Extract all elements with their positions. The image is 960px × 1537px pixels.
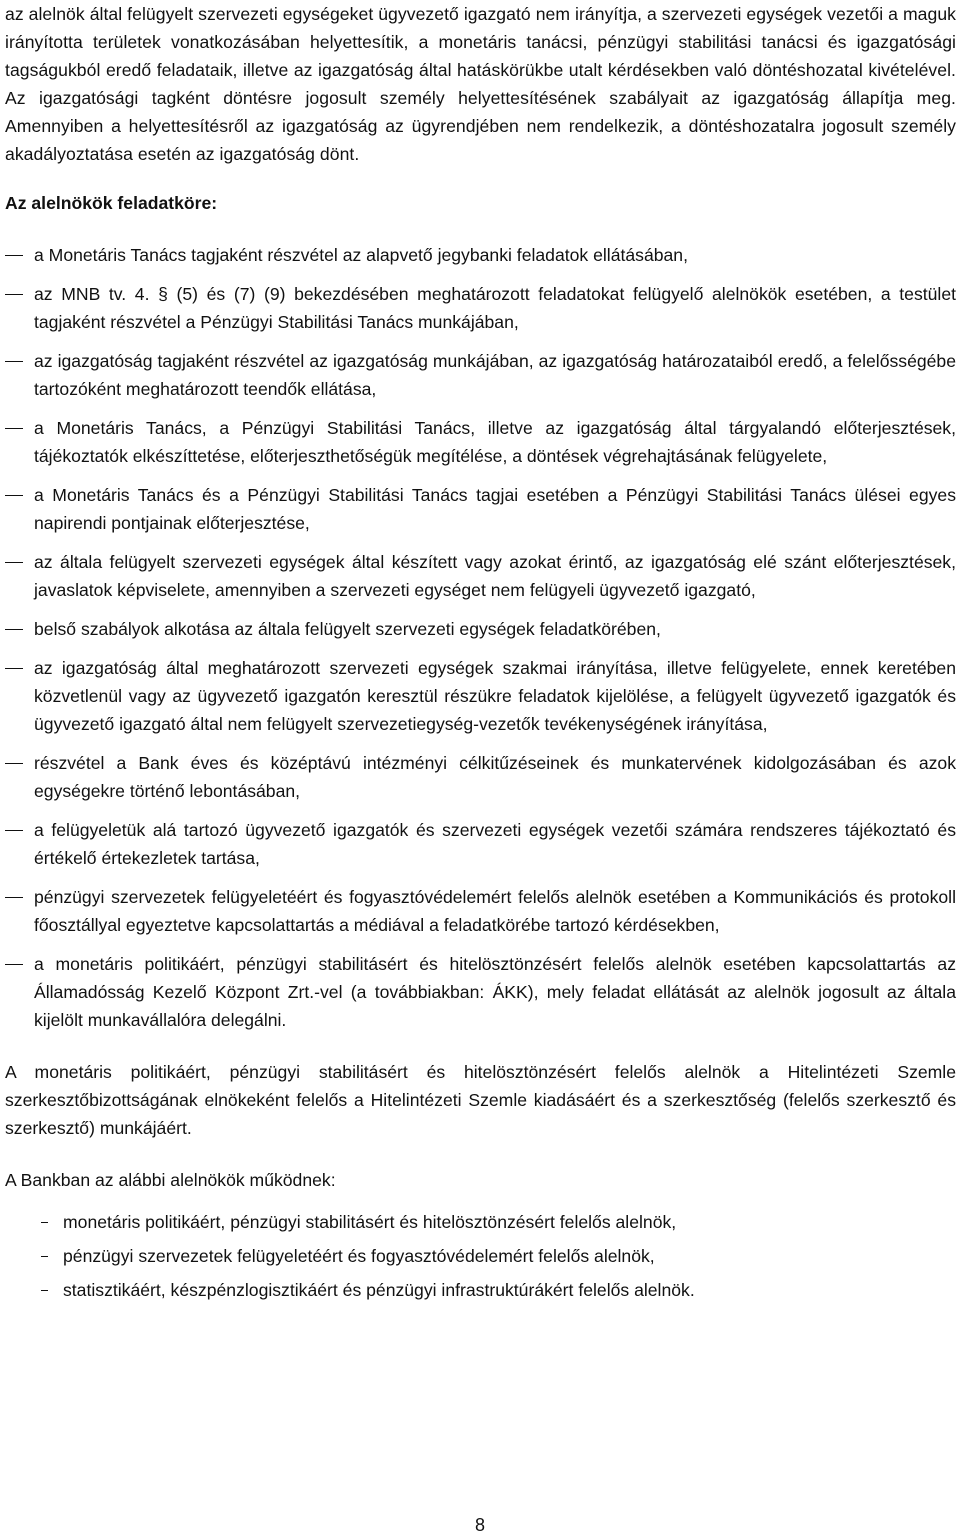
list-item: a monetáris politikáért, pénzügyi stabilitásért és hitelösztönzésért felelős alelnök esetében kapcsolattartás az Államadósság Kezelő Központ Zrt.-vel (a továbbiakban: ÁKK), mely feladat ellátását az alelnök jogosult az általa kijelölt munkavállalóra delegálni. <box>5 950 956 1034</box>
intro-part-3: Amennyiben a helyettesítésről az igazgatóság az ügyrendjében nem rendelkezik, a döntéshozatalra jogosult személy akadályoztatása esetén az igazgatóság dönt. <box>5 116 956 164</box>
list-item: a Monetáris Tanács és a Pénzügyi Stabilitási Tanács tagjai esetében a Pénzügyi Stabilitási Tanács ülései egyes napirendi pontjainak előterjesztése, <box>5 481 956 537</box>
list-item: az általa felügyelt szervezeti egységek által készített vagy azokat érintő, az igazgatóság elé szánt előterjesztések, javaslatok képviselete, amennyiben a szervezeti egységet nem felügyeli ügyvezető igazgató, <box>5 548 956 604</box>
list-item: az igazgatóság által meghatározott szervezeti egységek szakmai irányítása, illetve felügyelete, ennek keretében közvetlenül vagy az ügyvezető igazgatón keresztül részükre feladatok kijelölése, a felügyelt ügyvezető igazgatók és ügyvezető igazgató által nem felügyelt szervezetiegység-vezetők tevékenységének irányítása, <box>5 654 956 738</box>
list-item: belső szabályok alkotása az általa felügyelt szervezeti egységek feladatkörében, <box>5 615 956 643</box>
list-item: pénzügyi szervezetek felügyeletéért és fogyasztóvédelemért felelős alelnök esetében a Kommunikációs és protokoll főosztállyal egyeztetve kapcsolattartás a médiával a feladatkörébe tartozó kérdésekben, <box>5 883 956 939</box>
intro-paragraph <box>5 0 956 168</box>
page-number: 8 <box>474 1515 485 1535</box>
list-item: monetáris politikáért, pénzügyi stabilitásért és hitelösztönzésért felelős alelnök, <box>5 1208 956 1236</box>
vice-presidents-intro: A Bankban az alábbi alelnökök működnek: <box>5 1170 336 1190</box>
list-item: statisztikáért, készpénzlogisztikáért és pénzügyi infrastruktúrákért felelős alelnök. <box>5 1276 956 1304</box>
list-item: a Monetáris Tanács tagjaként részvétel az alapvető jegybanki feladatok ellátásában, <box>5 241 956 269</box>
intro-part-2: Az igazgatósági tagként döntésre jogosult személy helyettesítésének szabályait az igazgatóság állapítja meg. <box>5 88 956 108</box>
section-heading: Az alelnökök feladatköre: <box>5 193 218 213</box>
duties-list <box>5 241 956 1034</box>
vice-presidents-list <box>5 1208 956 1304</box>
list-item: a felügyeletük alá tartozó ügyvezető igazgatók és szervezeti egységek vezetői számára rendszeres tájékoztató és értékelő értekezletek tartása, <box>5 816 956 872</box>
list-item: részvétel a Bank éves és középtávú intézményi célkitűzéseinek és munkatervének kidolgozásában és azok egységekre történő lebontásában, <box>5 749 956 805</box>
document-page <box>5 0 956 1304</box>
list-item: az MNB tv. 4. § (5) és (7) (9) bekezdésében meghatározott feladatokat felügyelő alelnökök esetében, a testület tagjaként részvétel a Pénzügyi Stabilitási Tanács munkájában, <box>5 280 956 336</box>
list-item: pénzügyi szervezetek felügyeletéért és fogyasztóvédelemért felelős alelnök, <box>5 1242 956 1270</box>
list-item: a Monetáris Tanács, a Pénzügyi Stabilitási Tanács, illetve az igazgatóság által tárgyalandó előterjesztések, tájékoztatók elkészíttetése, előterjeszthetőségük megítélése, a döntések végrehajtásának felügyelete, <box>5 414 956 470</box>
list-item: az igazgatóság tagjaként részvétel az igazgatóság munkájában, az igazgatóság határozataiból eredő, a felelősségébe tartozóként meghatározott teendők ellátása, <box>5 347 956 403</box>
editor-paragraph: A monetáris politikáért, pénzügyi stabilitásért és hitelösztönzésért felelős alelnök a Hitelintézeti Szemle szerkesztőbizottságának elnökeként felelős a Hitelintézeti Szemle kiadásáért és a szerkesztőség (felelős szerkesztő és szerkesztő) munkájáért. <box>5 1062 956 1138</box>
intro-part-1: az alelnök által felügyelt szervezeti egységeket ügyvezető igazgató nem irányítja, a szervezeti egységek vezetői a maguk irányította területek vonatkozásában helyettesítik, a monetáris tanácsi, pénzügyi stabilitási tanácsi és igazgatósági tagságukból eredő feladataik, illetve az igazgatóság által hatáskörükbe utalt kérdésekben való döntéshozatal kivételével. <box>5 4 956 80</box>
